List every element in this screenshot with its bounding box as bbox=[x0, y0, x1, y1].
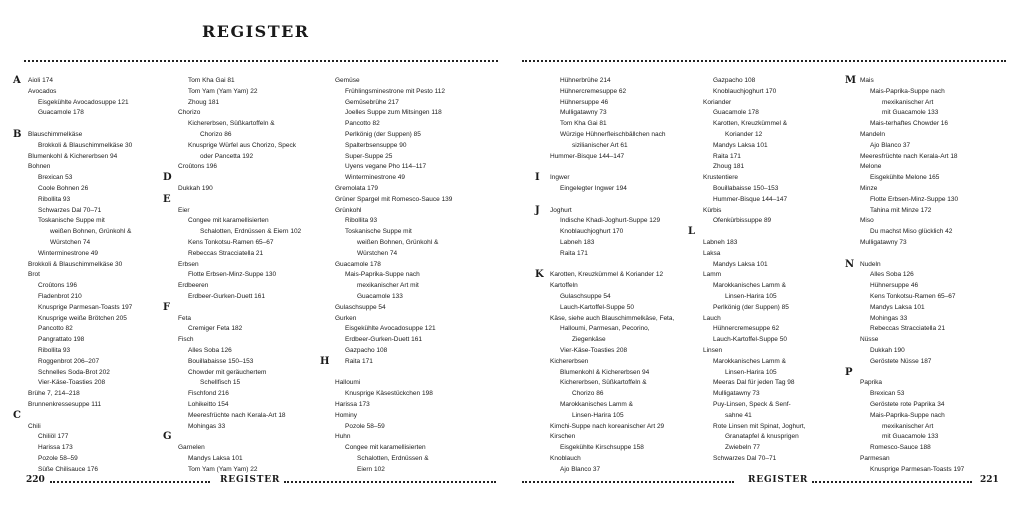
index-subentry: Rote Linsen mit Spinat, Joghurt, bbox=[713, 422, 806, 430]
index-subentry: Ribollita 93 bbox=[345, 217, 378, 225]
header-divider-right bbox=[522, 60, 1006, 62]
index-subentry: Chorizo 86 bbox=[572, 390, 604, 398]
index-subentry: weißen Bohnen, Grünkohl & bbox=[357, 238, 439, 246]
index-subentry: Tom Yam (Yam Yam) 22 bbox=[188, 87, 258, 95]
section-gap bbox=[550, 195, 700, 206]
index-subentry: Knoblauchjoghurt 170 bbox=[560, 228, 624, 236]
index-subentry: mexikanischer Art mit bbox=[357, 282, 419, 290]
index-subentry: Zhoug 181 bbox=[713, 163, 745, 171]
index-subentry: Schalotten, Erdnüssen & Eiern 102 bbox=[200, 228, 302, 236]
index-entry: Erdbeeren bbox=[178, 282, 209, 290]
index-entry: Miso bbox=[860, 217, 874, 225]
index-entry: Laksa bbox=[703, 249, 721, 257]
index-entry: Avocados bbox=[28, 87, 57, 95]
index-subentry: Croûtons 196 bbox=[38, 282, 78, 290]
index-entry: Lamm bbox=[703, 271, 722, 279]
index-entry: Labneh 183 bbox=[703, 238, 738, 246]
index-subentry: Perlkönig (der Suppen) 85 bbox=[713, 303, 789, 311]
index-subentry: Zwiebeln 77 bbox=[725, 444, 761, 452]
section-letter-p: P bbox=[845, 366, 853, 378]
index-subentry: Uyens vegane Pho 114–117 bbox=[345, 163, 427, 171]
index-subentry: Mandys Laksa 101 bbox=[188, 454, 243, 462]
index-entry: Halloumi bbox=[335, 379, 361, 387]
index-entry: Brühe 7, 214–218 bbox=[28, 390, 80, 398]
index-subentry: Halloumi, Parmesan, Pecorino, bbox=[560, 325, 650, 333]
index-subentry: Dukkah 190 bbox=[870, 346, 905, 354]
index-subentry: Ziegenkäse bbox=[572, 336, 606, 344]
index-entry: Kichererbsen bbox=[550, 357, 589, 365]
index-entry: Hominy bbox=[335, 411, 358, 419]
index-subentry: Marokkanisches Lamm & bbox=[713, 282, 786, 290]
index-subentry: Knusprige Würfel aus Chorizo, Speck bbox=[188, 141, 297, 149]
index-subentry: Roggenbrot 206–207 bbox=[38, 357, 100, 365]
index-entry: Meeresfrüchte nach Kerala-Art 18 bbox=[860, 152, 958, 160]
index-subentry: Raita 171 bbox=[713, 152, 741, 160]
index-entry: Nudeln bbox=[860, 260, 881, 268]
index-subentry: Gemüsebrühe 217 bbox=[345, 98, 399, 106]
index-column-2 bbox=[163, 76, 328, 475]
index-subentry: Winterminestrone 49 bbox=[38, 249, 98, 257]
index-subentry: Spalterbsensuppe 90 bbox=[345, 141, 407, 149]
index-subentry: oder Pancetta 192 bbox=[200, 152, 254, 160]
index-entry: Kimchi-Suppe nach koreanischer Art 29 bbox=[550, 422, 665, 430]
index-column-3 bbox=[320, 76, 485, 475]
index-subentry: Tahina mit Minze 172 bbox=[870, 206, 932, 214]
index-entry: Ingwer bbox=[550, 174, 570, 182]
index-subentry: Würzige Hühnerfleischbällchen nach bbox=[560, 130, 666, 138]
index-subentry: Geröstete Nüsse 187 bbox=[870, 357, 932, 365]
index-subentry: Rebeccas Stracciatella 21 bbox=[188, 249, 264, 257]
index-subentry: Mais-Paprika-Suppe nach bbox=[345, 271, 420, 279]
index-entry: Nüsse bbox=[860, 336, 879, 344]
index-subentry: Knoblauchjoghurt 170 bbox=[713, 87, 777, 95]
index-subentry: Knusprige Parmesan-Toasts 197 bbox=[870, 465, 965, 473]
index-subentry: Super-Suppe 25 bbox=[345, 152, 393, 160]
index-entry: Knoblauch bbox=[550, 454, 581, 462]
index-subentry: Knusprige weiße Brötchen 205 bbox=[38, 314, 127, 322]
section-letter-b: B bbox=[13, 129, 22, 140]
index-entry: Dukkah 190 bbox=[178, 184, 213, 192]
section-gap bbox=[178, 432, 328, 443]
section-letter-l: L bbox=[688, 226, 696, 238]
index-entry: Gemüse bbox=[335, 77, 360, 84]
index-subentry: Gazpacho 108 bbox=[713, 77, 756, 84]
footer-divider-left-a bbox=[50, 481, 210, 483]
index-subentry: Hühnercremesuppe 62 bbox=[713, 325, 780, 333]
index-subentry: Hühnerbrühe 214 bbox=[560, 77, 611, 84]
index-subentry: Frühlingsminestrone mit Pesto 112 bbox=[345, 87, 445, 95]
index-subentry: Fischfond 216 bbox=[188, 390, 229, 398]
index-entry: Croûtons 196 bbox=[178, 163, 218, 171]
index-subentry: Brexican 53 bbox=[870, 390, 905, 398]
index-entry: Blumenkohl & Kichererbsen 94 bbox=[28, 152, 118, 160]
index-subentry: Brokkoli & Blauschimmelkäse 30 bbox=[38, 141, 133, 149]
index-entry: Chorizo bbox=[178, 109, 201, 117]
section-letter-n: N bbox=[845, 258, 855, 270]
page-number-right: 221 bbox=[980, 475, 999, 485]
index-subentry: Schwarzes Dal 70–71 bbox=[713, 454, 777, 462]
index-subentry: Alles Soba 126 bbox=[870, 271, 914, 279]
index-subentry: Brexican 53 bbox=[38, 174, 73, 182]
index-subentry: Meeresfrüchte nach Kerala-Art 18 bbox=[188, 411, 286, 419]
index-subentry: Kens Tonkotsu-Ramen 65–67 bbox=[870, 292, 956, 300]
section-letter-h: H bbox=[320, 355, 330, 367]
index-subentry: Erdbeer-Gurken-Duett 161 bbox=[345, 336, 422, 344]
index-subentry: Würstchen 74 bbox=[357, 249, 398, 257]
index-subentry: Toskanische Suppe mit bbox=[345, 228, 412, 236]
index-subentry: Mohingas 33 bbox=[188, 422, 226, 430]
index-subentry: Mandys Laksa 101 bbox=[713, 141, 768, 149]
index-subentry: Mulligatawny 73 bbox=[560, 109, 607, 117]
index-subentry: Chorizo 86 bbox=[200, 130, 232, 138]
index-subentry: Lauch-Kartoffel-Suppe 50 bbox=[560, 303, 634, 311]
index-subentry: Romesco-Sauce 188 bbox=[870, 444, 931, 452]
footer-divider-right-a bbox=[522, 481, 734, 483]
index-subentry: Vier-Käse-Toasties 208 bbox=[560, 346, 628, 354]
index-subentry: Perlkönig (der Suppen) 85 bbox=[345, 130, 421, 138]
index-subentry: Zhoug 181 bbox=[188, 98, 220, 106]
index-column-4 bbox=[535, 76, 700, 475]
index-entry: Guacamole 178 bbox=[335, 260, 381, 268]
index-subentry: Marokkanisches Lamm & bbox=[560, 400, 633, 408]
index-entry: Karotten, Kreuzkümmel & Koriander 12 bbox=[550, 271, 664, 279]
index-entry: Gulaschsuppe 54 bbox=[335, 303, 386, 311]
index-entry: Kartoffeln bbox=[550, 282, 578, 290]
index-subentry: Labneh 183 bbox=[560, 238, 595, 246]
index-subentry: Flotte Erbsen-Minz-Suppe 130 bbox=[188, 271, 277, 279]
index-subentry: Eisgekühlte Kirschsuppe 158 bbox=[560, 444, 644, 452]
header-divider bbox=[24, 60, 498, 62]
index-subentry: Bouillabaisse 150–153 bbox=[713, 184, 779, 192]
index-subentry: Mais-terhaftes Chowder 16 bbox=[870, 120, 949, 128]
page-number-left: 220 bbox=[26, 475, 45, 485]
footer-title-left: REGISTER bbox=[220, 475, 281, 485]
index-entry: Eier bbox=[178, 206, 190, 214]
section-letter-d: D bbox=[163, 172, 172, 184]
index-subentry: mit Guacamole 133 bbox=[882, 109, 939, 117]
index-subentry: Guacamole 178 bbox=[713, 109, 759, 117]
index-subentry: Raita 171 bbox=[345, 357, 373, 365]
index-subentry: Linsen-Harira 105 bbox=[725, 368, 777, 376]
section-gap bbox=[860, 249, 1010, 260]
index-subentry: Ribollita 93 bbox=[38, 346, 71, 354]
index-entry: Gurken bbox=[335, 314, 357, 322]
index-subentry: Mulligatawny 73 bbox=[713, 390, 760, 398]
index-subentry: Knusprige Parmesan-Toasts 197 bbox=[38, 303, 133, 311]
index-subentry: Chowder mit geräuchertem bbox=[188, 368, 267, 376]
right-page bbox=[510, 0, 1020, 510]
index-subentry: Geröstete rote Paprika 34 bbox=[870, 400, 945, 408]
index-subentry: Eiern 102 bbox=[357, 465, 385, 473]
index-entry: Brokkoli & Blauschimmelkäse 30 bbox=[28, 260, 123, 268]
index-entry: Brunnenkressesuppe 111 bbox=[28, 400, 102, 408]
index-subentry: Gazpacho 108 bbox=[345, 346, 388, 354]
index-entry: Käse, siehe auch Blauschimmelkäse, Feta, bbox=[550, 314, 675, 322]
index-subentry: mexikanischer Art bbox=[882, 98, 934, 106]
index-subentry: Kichererbsen, Süßkartoffeln & bbox=[560, 379, 647, 387]
index-subentry: Kens Tonkotsu-Ramen 65–67 bbox=[188, 238, 274, 246]
index-subentry: Puy-Linsen, Speck & Senf- bbox=[713, 400, 791, 408]
section-letter-m: M bbox=[845, 75, 857, 86]
index-subentry: Mais-Paprika-Suppe nach bbox=[870, 411, 945, 419]
index-subentry: Harissa 173 bbox=[38, 444, 73, 452]
index-subentry: Hühnersuppe 46 bbox=[560, 98, 609, 106]
index-subentry: Raita 171 bbox=[560, 249, 588, 257]
index-subentry: Schellfisch 15 bbox=[200, 379, 241, 387]
section-letter-c: C bbox=[13, 409, 21, 421]
section-letter-a: A bbox=[13, 75, 21, 86]
section-letter-g: G bbox=[163, 431, 172, 443]
index-entry: Aioli 174 bbox=[28, 77, 53, 84]
index-subentry: Pozole 58–59 bbox=[345, 422, 385, 430]
index-entry: Gremolata 179 bbox=[335, 184, 378, 192]
section-letter-e: E bbox=[163, 193, 171, 205]
index-subentry: Blumenkohl & Kichererbsen 94 bbox=[560, 368, 650, 376]
index-entry: Mandeln bbox=[860, 130, 885, 138]
index-subentry: Schwarzes Dal 70–71 bbox=[38, 206, 102, 214]
section-letter-j: J bbox=[535, 204, 540, 216]
index-subentry: sizilianischer Art 61 bbox=[572, 141, 628, 149]
index-entry: Fisch bbox=[178, 336, 194, 344]
section-gap bbox=[28, 411, 178, 422]
footer-divider-left-b bbox=[284, 481, 496, 483]
index-entry: Koriander bbox=[703, 98, 732, 106]
section-gap bbox=[550, 162, 700, 173]
index-entry: Erbsen bbox=[178, 260, 199, 268]
index-subentry: Congee mit karamellisierten bbox=[188, 217, 269, 225]
section-gap bbox=[178, 173, 328, 184]
index-subentry: Guacamole 133 bbox=[357, 292, 403, 300]
index-subentry: Schalotten, Erdnüssen & bbox=[357, 454, 429, 462]
index-subentry: Schnelles Soda-Brot 202 bbox=[38, 368, 110, 376]
index-subentry: Süße Chilisauce 176 bbox=[38, 465, 98, 473]
index-entry: Feta bbox=[178, 314, 192, 322]
index-subentry: Gulaschsuppe 54 bbox=[560, 292, 611, 300]
index-subentry: Ajo Blanco 37 bbox=[560, 465, 601, 473]
index-subentry: Marokkanisches Lamm & bbox=[713, 357, 786, 365]
index-subentry: Toskanische Suppe mit bbox=[38, 217, 105, 225]
index-subentry: mit Guacamole 133 bbox=[882, 433, 939, 441]
index-entry: Blauschimmelkäse bbox=[28, 130, 83, 138]
index-entry: Grüner Spargel mit Romesco-Sauce 139 bbox=[335, 195, 453, 203]
index-subentry: Congee mit karamellisierten bbox=[345, 444, 426, 452]
index-subentry: Ajo Blanco 37 bbox=[870, 141, 911, 149]
index-subentry: Mandys Laksa 101 bbox=[870, 303, 925, 311]
index-subentry: Tom Yam (Yam Yam) 22 bbox=[188, 465, 258, 473]
index-subentry: Winterminestrone 49 bbox=[345, 174, 405, 182]
index-entry: Chili bbox=[28, 422, 41, 430]
index-subentry: Lauch-Kartoffel-Suppe 50 bbox=[713, 336, 787, 344]
section-letter-k: K bbox=[535, 269, 544, 281]
index-subentry: Pozole 58–59 bbox=[38, 454, 78, 462]
index-subentry: Chiliöl 177 bbox=[38, 433, 69, 441]
index-column-6 bbox=[845, 75, 1010, 475]
index-subentry: Du machst Miso glücklich 42 bbox=[870, 228, 953, 236]
index-subentry: Tom Kha Gai 81 bbox=[560, 120, 607, 128]
index-entry: Huhn bbox=[335, 433, 351, 441]
index-subentry: Hühnercremesuppe 62 bbox=[560, 87, 627, 95]
index-subentry: Tom Kha Gai 81 bbox=[188, 77, 235, 84]
footer-divider-right-b bbox=[812, 481, 972, 483]
index-subentry: Linsen-Harira 105 bbox=[572, 411, 624, 419]
index-subentry: Lohikeitto 154 bbox=[188, 400, 229, 408]
index-subentry: Eisgekühlte Melone 165 bbox=[870, 174, 940, 182]
index-subentry: Eisgekühlte Avocadosuppe 121 bbox=[38, 98, 129, 106]
index-subentry: Ribollita 93 bbox=[38, 195, 71, 203]
index-entry: Lauch bbox=[703, 314, 721, 322]
index-entry: Grünkohl bbox=[335, 206, 362, 214]
index-entry: Hummer-Bisque 144–147 bbox=[550, 152, 625, 160]
index-subentry: Pancotto 82 bbox=[38, 325, 73, 333]
section-gap bbox=[550, 260, 700, 271]
index-subentry: Bouillabaisse 150–153 bbox=[188, 357, 254, 365]
index-entry: Parmesan bbox=[860, 454, 890, 462]
index-entry: Melone bbox=[860, 163, 882, 171]
index-subentry: Cremiger Feta 182 bbox=[188, 325, 243, 333]
index-subentry: Fladenbrot 210 bbox=[38, 292, 82, 300]
index-entry: Paprika bbox=[860, 379, 883, 387]
section-gap bbox=[703, 227, 853, 238]
index-entry: Bohnen bbox=[28, 163, 51, 171]
index-entry: Mais bbox=[860, 77, 874, 84]
index-subentry: Granatapfel & knusprigen bbox=[725, 433, 799, 441]
index-subentry: Koriander 12 bbox=[725, 130, 763, 138]
index-subentry: Würstchen 74 bbox=[50, 238, 91, 246]
section-letter-f: F bbox=[163, 301, 171, 313]
page-title: REGISTER bbox=[202, 22, 310, 41]
index-entry: Garnelen bbox=[178, 444, 205, 452]
index-subentry: Indische Khadi-Joghurt-Suppe 129 bbox=[560, 217, 661, 225]
index-subentry: weißen Bohnen, Grünkohl & bbox=[50, 228, 132, 236]
index-subentry: sahne 41 bbox=[725, 411, 752, 419]
index-subentry: Meeras Dal für jeden Tag 98 bbox=[713, 379, 795, 387]
index-subentry: Linsen-Harira 105 bbox=[725, 292, 777, 300]
index-subentry: Coole Bohnen 26 bbox=[38, 184, 89, 192]
index-entry: Linsen bbox=[703, 346, 723, 354]
index-subentry: Hühnersuppe 46 bbox=[870, 282, 919, 290]
index-subentry: Knusprige Käsestückchen 198 bbox=[345, 390, 433, 398]
index-entry: Krustentiere bbox=[703, 174, 739, 182]
index-subentry: Mohingas 33 bbox=[870, 314, 908, 322]
index-entry: Minze bbox=[860, 184, 878, 192]
index-subentry: Joelles Suppe zum Mitsingen 118 bbox=[345, 109, 442, 117]
index-entry: Mulligatawny 73 bbox=[860, 238, 907, 246]
index-subentry: Guacamole 178 bbox=[38, 109, 84, 117]
index-subentry: Alles Soba 126 bbox=[188, 346, 232, 354]
index-entry: Brot bbox=[28, 271, 40, 279]
index-subentry: Kichererbsen, Süßkartoffeln & bbox=[188, 120, 275, 128]
footer-title-right: REGISTER bbox=[748, 475, 809, 485]
index-entry: Kirschen bbox=[550, 433, 576, 441]
section-gap bbox=[335, 368, 485, 379]
section-gap bbox=[178, 195, 328, 206]
index-subentry: Pancotto 82 bbox=[345, 120, 380, 128]
section-gap bbox=[860, 368, 1010, 379]
index-subentry: Karotten, Kreuzkümmel & bbox=[713, 120, 788, 128]
index-column-5 bbox=[688, 76, 853, 465]
index-subentry: mexikanischer Art bbox=[882, 422, 934, 430]
index-subentry: Mais-Paprika-Suppe nach bbox=[870, 87, 945, 95]
index-subentry: Vier-Käse-Toasties 208 bbox=[38, 379, 106, 387]
index-subentry: Pangrattato 198 bbox=[38, 336, 85, 344]
index-subentry: Mandys Laksa 101 bbox=[713, 260, 768, 268]
index-entry: Kürbis bbox=[703, 206, 722, 214]
index-subentry: Eisgekühlte Avocadosuppe 121 bbox=[345, 325, 436, 333]
index-subentry: Rebeccas Stracciatella 21 bbox=[870, 325, 946, 333]
index-entry: Joghurt bbox=[550, 206, 572, 214]
index-subentry: Flotte Erbsen-Minz-Suppe 130 bbox=[870, 195, 959, 203]
index-subentry: Hummer-Bisque 144–147 bbox=[713, 195, 788, 203]
index-column-1 bbox=[13, 75, 178, 475]
index-subentry: Erdbeer-Gurken-Duett 161 bbox=[188, 292, 265, 300]
index-subentry: Eingelegter Ingwer 194 bbox=[560, 184, 627, 192]
section-gap bbox=[28, 119, 178, 130]
index-entry: Harissa 173 bbox=[335, 400, 370, 408]
section-letter-i: I bbox=[535, 172, 540, 184]
index-subentry: Ofenkürbissuppe 89 bbox=[713, 217, 772, 225]
section-gap bbox=[178, 303, 328, 314]
